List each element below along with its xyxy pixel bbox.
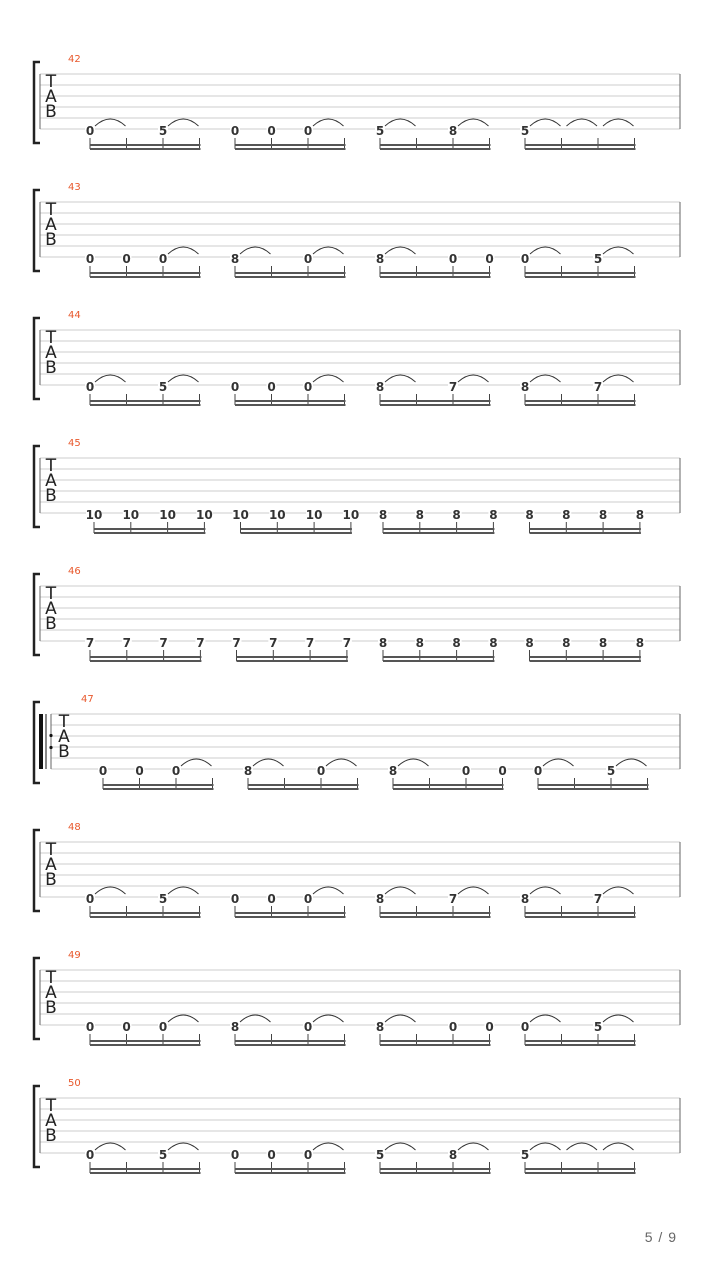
fret-number: 5 <box>520 124 530 138</box>
beam <box>235 916 346 918</box>
tie-arc <box>313 375 344 382</box>
fret-number: 0 <box>267 380 276 394</box>
fret-number: 8 <box>562 508 571 522</box>
fret-number: 0 <box>158 1020 168 1034</box>
fret-number: 7 <box>269 636 278 650</box>
fret-number: 0 <box>303 1148 313 1162</box>
beam <box>90 400 201 402</box>
fret-number: 0 <box>85 380 95 394</box>
tie-arc <box>385 887 416 894</box>
tie-arc <box>603 247 634 254</box>
fret-number: 0 <box>303 380 313 394</box>
fret-number: 8 <box>525 508 534 522</box>
fret-number: 0 <box>448 252 458 266</box>
tie-arc <box>240 1015 271 1022</box>
fret-number: 8 <box>520 892 530 906</box>
beam <box>90 144 201 146</box>
fret-number: 8 <box>520 380 530 394</box>
beam <box>103 784 214 786</box>
beam <box>235 272 346 274</box>
beam <box>525 1044 636 1046</box>
tie-arc <box>543 759 574 766</box>
tab-system <box>34 950 680 1046</box>
tie-arc <box>603 375 634 382</box>
tie-arc <box>385 119 416 126</box>
tab-clef-letter: A <box>45 983 57 1003</box>
fret-number: 0 <box>122 1020 131 1034</box>
beam <box>383 532 494 534</box>
fret-number: 8 <box>378 636 388 650</box>
tab-clef-letter: A <box>45 599 57 619</box>
beam <box>380 912 491 914</box>
beam <box>235 912 346 914</box>
fret-number: 0 <box>122 252 131 266</box>
beam <box>235 400 346 402</box>
tie-arc <box>603 1015 634 1022</box>
fret-number: 0 <box>85 252 95 266</box>
fret-number: 5 <box>593 1020 603 1034</box>
fret-number: 8 <box>375 380 385 394</box>
tie-arc <box>326 759 357 766</box>
tie-arc <box>385 1143 416 1150</box>
system-bracket <box>34 958 40 1039</box>
tab-clef-letter: B <box>45 230 57 250</box>
fret-number: 0 <box>303 252 313 266</box>
beam <box>235 404 346 406</box>
tie-arc <box>458 887 489 894</box>
beam <box>94 532 205 534</box>
tab-system <box>34 822 680 918</box>
fret-number: 5 <box>158 1148 168 1162</box>
beam <box>525 404 636 406</box>
beam <box>90 1168 201 1170</box>
beam <box>383 656 494 658</box>
fret-number: 7 <box>85 636 95 650</box>
tie-arc <box>530 119 561 126</box>
tab-clef-letter: A <box>58 727 70 747</box>
measure-number: 46 <box>68 566 81 577</box>
repeat-dot <box>49 734 52 737</box>
tie-arc <box>458 375 489 382</box>
fret-number: 0 <box>533 764 543 778</box>
beam <box>235 1040 346 1042</box>
beam <box>103 788 214 790</box>
fret-number: 5 <box>375 1148 385 1162</box>
tie-arc <box>168 887 199 894</box>
fret-number: 5 <box>158 892 168 906</box>
beam <box>90 656 201 658</box>
beam <box>525 400 636 402</box>
beam <box>248 788 359 790</box>
fret-number: 0 <box>158 252 168 266</box>
beam <box>380 1040 491 1042</box>
beam <box>90 148 201 150</box>
tie-arc <box>313 1143 344 1150</box>
fret-number: 7 <box>342 636 352 650</box>
fret-number: 8 <box>598 508 608 522</box>
fret-number: 5 <box>158 124 168 138</box>
tie-arc <box>603 887 634 894</box>
tie-arc <box>603 119 634 126</box>
fret-number: 0 <box>98 764 108 778</box>
tie-arc <box>530 1015 561 1022</box>
beam <box>530 532 641 534</box>
fret-number: 8 <box>243 764 253 778</box>
fret-number: 0 <box>267 892 276 906</box>
beam <box>235 1168 346 1170</box>
fret-number: 0 <box>85 124 95 138</box>
beam <box>525 1040 636 1042</box>
tie-arc <box>398 759 429 766</box>
beam <box>383 528 494 530</box>
tab-clef-letter: T <box>45 840 57 860</box>
tie-arc <box>567 1143 598 1150</box>
fret-number: 0 <box>485 252 494 266</box>
fret-number: 8 <box>415 636 424 650</box>
system-bracket <box>34 446 40 527</box>
fret-number: 7 <box>305 636 315 650</box>
tab-clef-letter: T <box>45 200 57 220</box>
fret-number: 8 <box>448 1148 458 1162</box>
fret-number: 7 <box>232 636 241 650</box>
tie-arc <box>313 887 344 894</box>
tie-arc <box>385 375 416 382</box>
fret-number: 8 <box>375 1020 385 1034</box>
measure-number: 47 <box>81 694 94 705</box>
tie-arc <box>168 375 199 382</box>
tie-arc <box>313 1015 344 1022</box>
fret-number: 10 <box>196 508 213 522</box>
repeat-dot <box>49 746 52 749</box>
fret-number: 10 <box>342 508 360 522</box>
fret-number: 0 <box>303 1020 313 1034</box>
beam <box>241 528 352 530</box>
beam <box>525 912 636 914</box>
beam <box>525 144 636 146</box>
measure-number: 42 <box>68 54 81 65</box>
tab-clef-letter: T <box>45 968 57 988</box>
tab-clef-letter: A <box>45 1111 57 1131</box>
tie-arc <box>240 247 271 254</box>
fret-number: 0 <box>85 1148 95 1162</box>
tab-system <box>34 54 680 150</box>
beam <box>380 148 491 150</box>
fret-number: 0 <box>267 124 276 138</box>
beam <box>380 1168 491 1170</box>
fret-number: 7 <box>122 636 131 650</box>
fret-number: 0 <box>461 764 471 778</box>
fret-number: 0 <box>85 892 95 906</box>
tab-clef-letter: B <box>45 1126 57 1146</box>
tie-arc <box>458 1143 489 1150</box>
fret-number: 10 <box>159 508 176 522</box>
system-bracket <box>34 574 40 655</box>
beam <box>90 912 201 914</box>
measure-number: 43 <box>68 182 81 193</box>
fret-number: 8 <box>525 636 534 650</box>
fret-number: 7 <box>196 636 205 650</box>
tie-arc <box>530 247 561 254</box>
measure-number: 50 <box>68 1078 81 1089</box>
fret-number: 10 <box>85 508 103 522</box>
fret-number: 7 <box>448 892 458 906</box>
beam <box>525 276 636 278</box>
tie-arc <box>181 759 212 766</box>
tab-clef-letter: B <box>45 614 57 634</box>
beam <box>241 532 352 534</box>
fret-number: 8 <box>562 636 571 650</box>
tab-clef-letter: B <box>45 998 57 1018</box>
tab-system <box>34 566 680 662</box>
tab-clef-letter: B <box>45 102 57 122</box>
system-bracket <box>34 830 40 911</box>
fret-number: 8 <box>598 636 608 650</box>
beam <box>530 656 641 658</box>
fret-number: 8 <box>375 252 385 266</box>
beam <box>380 144 491 146</box>
fret-number: 7 <box>593 380 603 394</box>
tab-clef-letter: B <box>45 486 57 506</box>
measure-number: 49 <box>68 950 81 961</box>
fret-number: 5 <box>520 1148 530 1162</box>
system-bracket <box>34 190 40 271</box>
tab-clef-letter: T <box>45 456 57 476</box>
fret-number: 8 <box>635 636 645 650</box>
beam <box>235 148 346 150</box>
beam <box>90 404 201 406</box>
fret-number: 8 <box>230 1020 240 1034</box>
tie-arc <box>530 375 561 382</box>
fret-number: 8 <box>375 892 385 906</box>
beam <box>380 1044 491 1046</box>
fret-number: 10 <box>305 508 323 522</box>
beam <box>530 660 641 662</box>
fret-number: 7 <box>593 892 603 906</box>
fret-number: 0 <box>520 252 530 266</box>
beam <box>235 276 346 278</box>
tie-arc <box>95 375 126 382</box>
beam <box>90 660 201 662</box>
fret-number: 5 <box>593 252 603 266</box>
beam <box>90 1044 201 1046</box>
tab-system <box>34 438 680 534</box>
tab-system <box>34 694 680 790</box>
beam <box>94 528 205 530</box>
fret-number: 7 <box>159 636 168 650</box>
fret-number: 0 <box>316 764 326 778</box>
beam <box>90 272 201 274</box>
tie-arc <box>95 887 126 894</box>
fret-number: 7 <box>448 380 458 394</box>
beam <box>90 1040 201 1042</box>
fret-number: 0 <box>448 1020 458 1034</box>
tab-system <box>34 310 680 406</box>
fret-number: 8 <box>378 508 388 522</box>
tie-arc <box>616 759 647 766</box>
tie-arc <box>168 1143 199 1150</box>
tie-arc <box>168 1015 199 1022</box>
fret-number: 5 <box>606 764 616 778</box>
tab-clef-letter: B <box>45 358 57 378</box>
fret-number: 10 <box>232 508 249 522</box>
tab-system <box>34 1078 680 1174</box>
fret-number: 5 <box>158 380 168 394</box>
tie-arc <box>567 119 598 126</box>
fret-number: 0 <box>85 1020 95 1034</box>
beam <box>380 276 491 278</box>
tab-clef-letter: T <box>45 328 57 348</box>
fret-number: 8 <box>452 508 461 522</box>
fret-number: 8 <box>415 508 424 522</box>
fret-number: 0 <box>498 764 507 778</box>
tie-arc <box>253 759 284 766</box>
fret-number: 0 <box>230 1148 240 1162</box>
tab-clef-letter: T <box>45 584 57 604</box>
tab-clef-letter: T <box>45 1096 57 1116</box>
tie-arc <box>603 1143 634 1150</box>
fret-number: 0 <box>230 380 240 394</box>
tie-arc <box>530 1143 561 1150</box>
tab-clef-letter: B <box>58 742 70 762</box>
fret-number: 5 <box>375 124 385 138</box>
beam <box>380 1172 491 1174</box>
measure-number: 45 <box>68 438 81 449</box>
tab-clef-letter: A <box>45 855 57 875</box>
tab-system <box>34 182 680 278</box>
system-bracket <box>34 62 40 143</box>
beam <box>380 272 491 274</box>
page-counter: 5 / 9 <box>644 1229 677 1245</box>
fret-number: 0 <box>303 892 313 906</box>
beam <box>525 1168 636 1170</box>
tab-clef-letter: B <box>45 870 57 890</box>
tab-clef-letter: T <box>45 72 57 92</box>
beam <box>525 1172 636 1174</box>
tie-arc <box>313 119 344 126</box>
beam <box>393 784 504 786</box>
tie-arc <box>95 1143 126 1150</box>
tie-arc <box>458 119 489 126</box>
beam <box>525 148 636 150</box>
beam <box>237 656 348 658</box>
measure-number: 44 <box>68 310 81 321</box>
tie-arc <box>385 1015 416 1022</box>
fret-number: 0 <box>230 124 240 138</box>
beam <box>380 916 491 918</box>
fret-number: 0 <box>135 764 144 778</box>
beam <box>380 404 491 406</box>
beam <box>538 784 649 786</box>
beam <box>90 1172 201 1174</box>
beam <box>248 784 359 786</box>
fret-number: 0 <box>230 892 240 906</box>
tab-clef-letter: A <box>45 215 57 235</box>
fret-number: 8 <box>489 508 498 522</box>
fret-number: 0 <box>171 764 181 778</box>
tie-arc <box>530 887 561 894</box>
tab-clef-letter: T <box>58 712 70 732</box>
beam <box>90 276 201 278</box>
tie-arc <box>385 247 416 254</box>
beam <box>525 272 636 274</box>
fret-number: 8 <box>388 764 398 778</box>
beam <box>538 788 649 790</box>
beam <box>525 916 636 918</box>
fret-number: 0 <box>303 124 313 138</box>
fret-number: 8 <box>448 124 458 138</box>
tab-clef-letter: A <box>45 343 57 363</box>
tie-arc <box>313 247 344 254</box>
beam <box>530 528 641 530</box>
beam <box>235 1044 346 1046</box>
beam <box>380 400 491 402</box>
beam <box>235 144 346 146</box>
tab-clef-letter: A <box>45 471 57 491</box>
fret-number: 8 <box>489 636 498 650</box>
measure-number: 48 <box>68 822 81 833</box>
fret-number: 10 <box>122 508 140 522</box>
system-bracket <box>34 1086 40 1167</box>
beam <box>90 916 201 918</box>
beam <box>393 788 504 790</box>
fret-number: 8 <box>452 636 461 650</box>
tie-arc <box>168 247 199 254</box>
fret-number: 8 <box>230 252 240 266</box>
beam <box>383 660 494 662</box>
fret-number: 0 <box>485 1020 494 1034</box>
fret-number: 8 <box>635 508 645 522</box>
fret-number: 0 <box>520 1020 530 1034</box>
tie-arc <box>168 119 199 126</box>
beam <box>235 1172 346 1174</box>
tab-clef-letter: A <box>45 87 57 107</box>
fret-number: 10 <box>268 508 286 522</box>
tie-arc <box>95 119 126 126</box>
fret-number: 0 <box>267 1148 276 1162</box>
repeat-thick-bar <box>39 714 43 769</box>
beam <box>237 660 348 662</box>
system-bracket <box>34 318 40 399</box>
